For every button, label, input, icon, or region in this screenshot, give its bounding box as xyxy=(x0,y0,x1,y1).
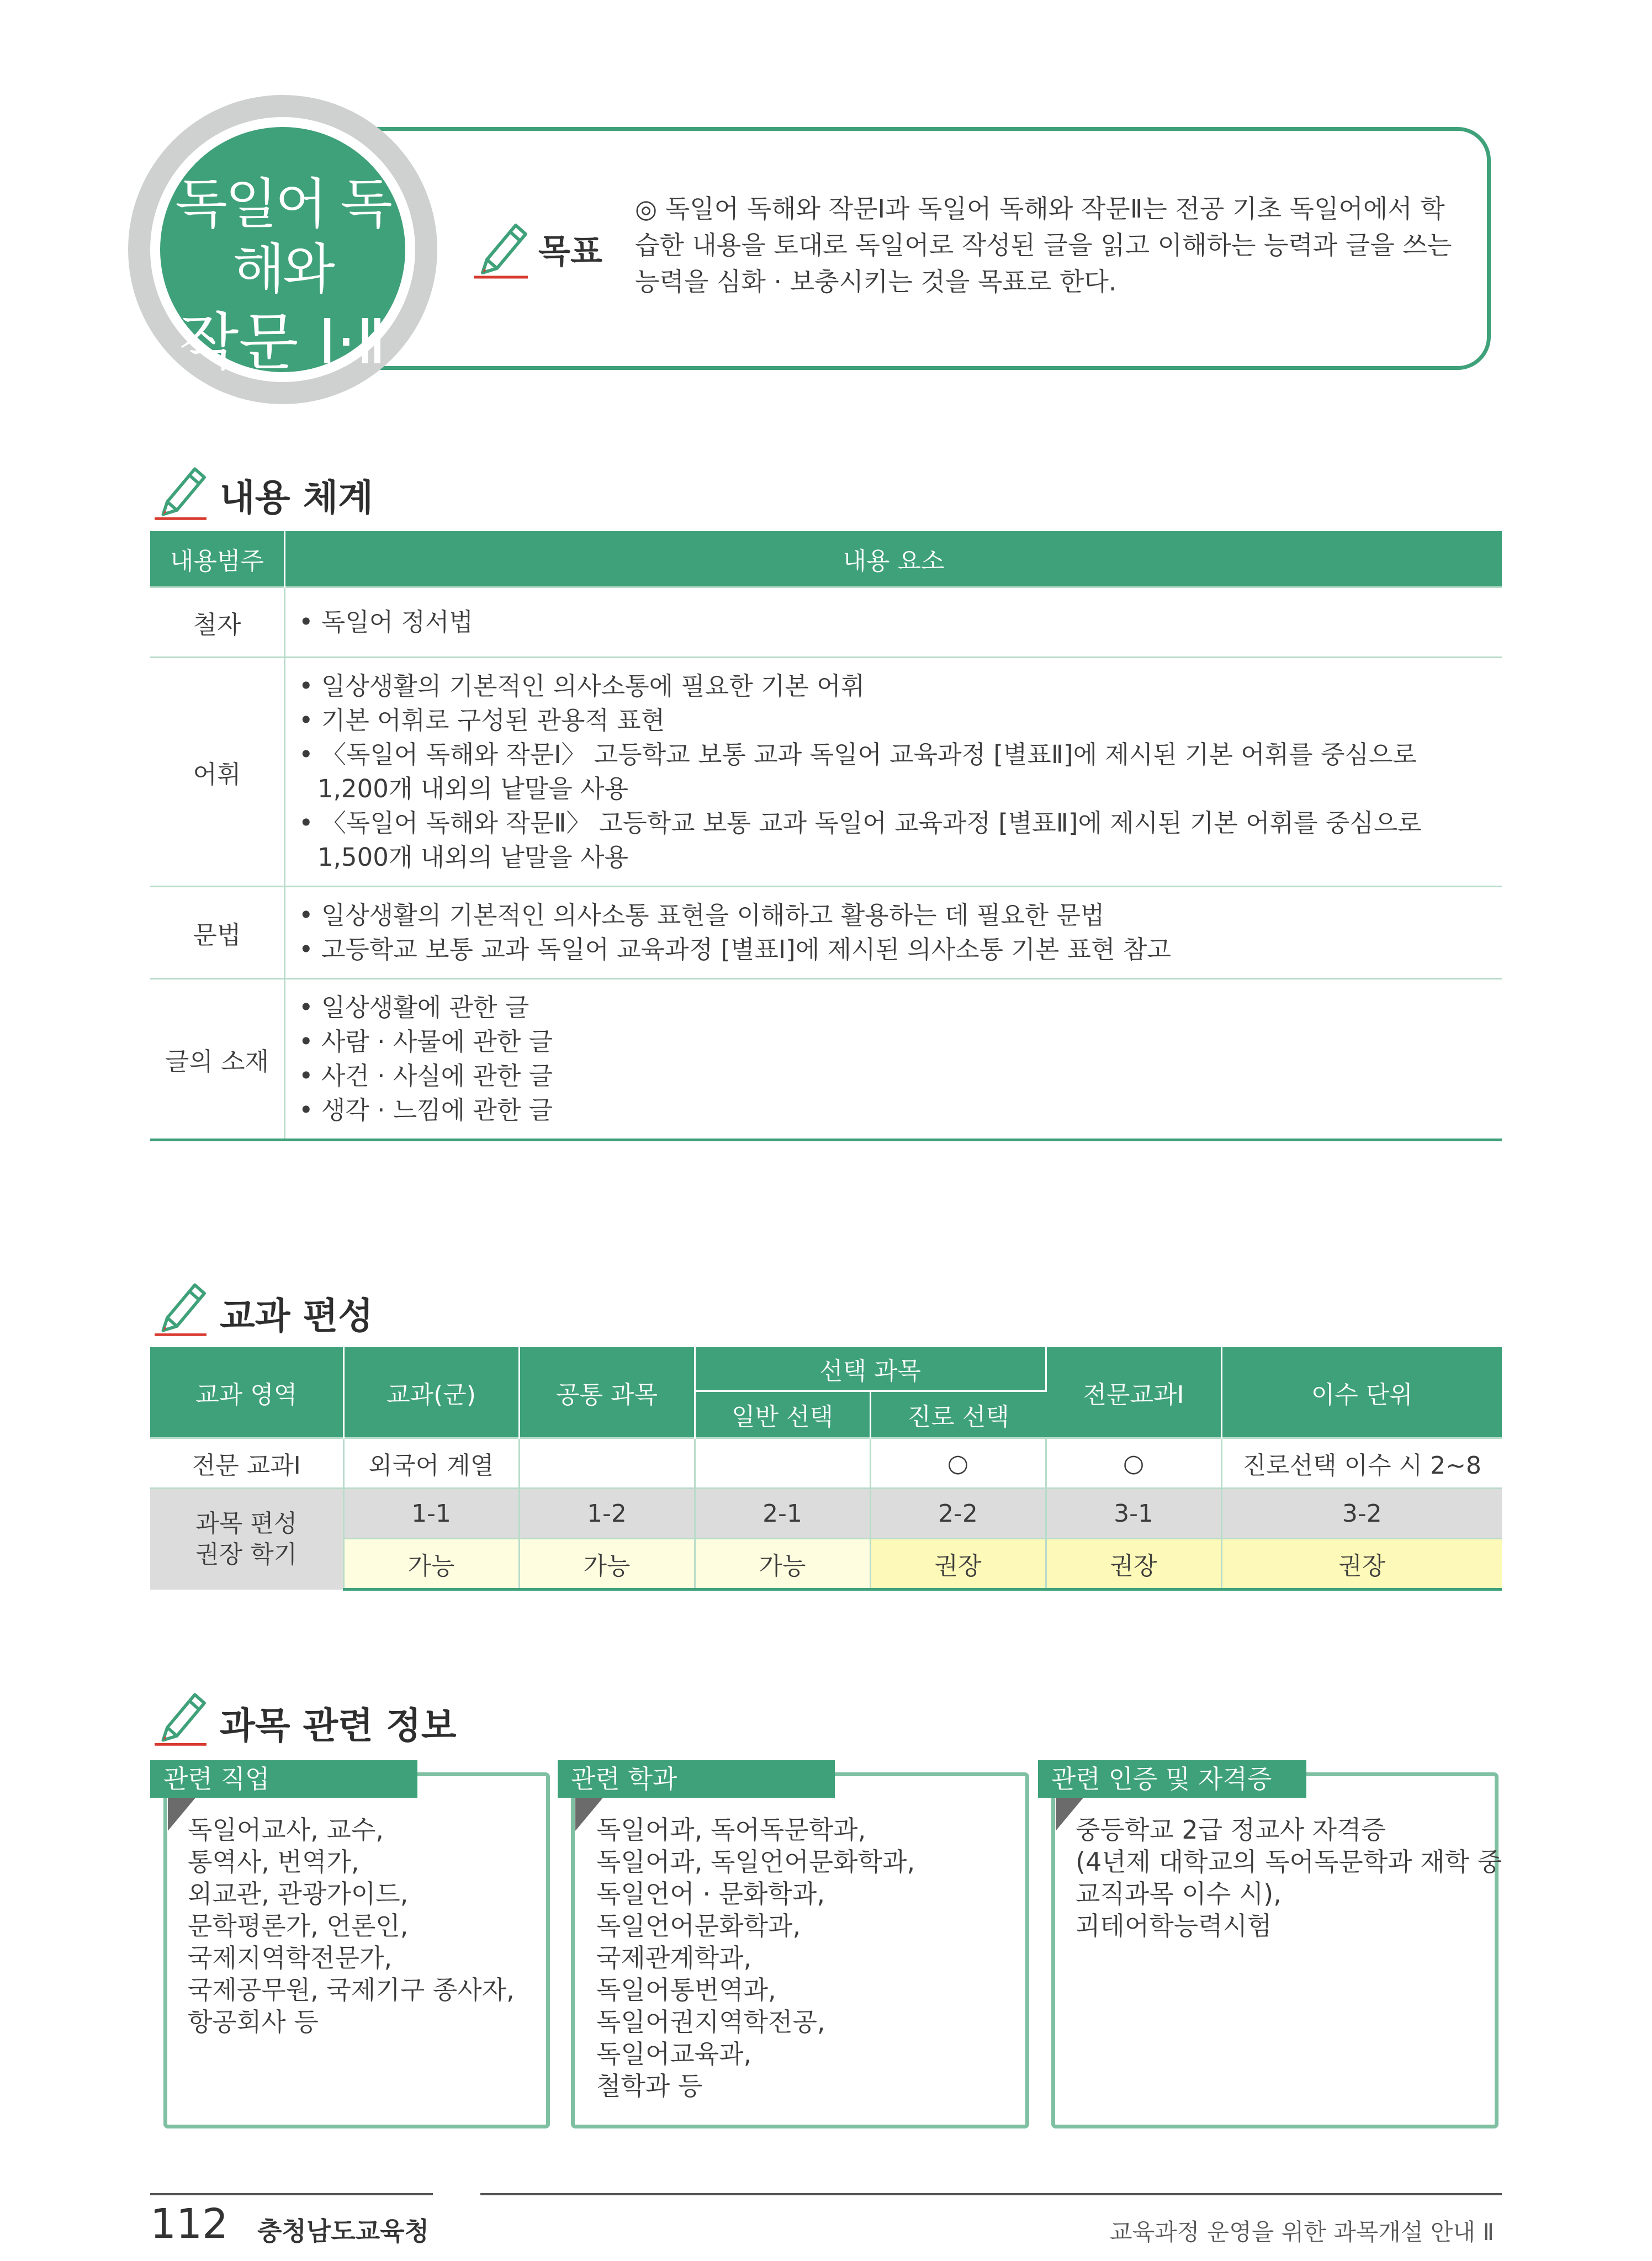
list-item: (4년제 대학교의 독어독문학과 재학 중 xyxy=(1076,1847,1502,1877)
list-item: 국제지역학전문가, xyxy=(188,1943,393,1973)
content-cell xyxy=(285,979,1502,1140)
semester-cell: 1-2 xyxy=(519,1489,695,1539)
table-cell: ○ xyxy=(870,1438,1046,1489)
footer-divider xyxy=(150,2193,433,2195)
status-cell: 가능 xyxy=(343,1539,519,1590)
list-item: • 사건 · 사실에 관한 글 xyxy=(299,1061,553,1090)
table-row xyxy=(150,1489,1502,1539)
list-item: • 독일어 정서법 xyxy=(299,607,473,637)
list-item: 항공회사 등 xyxy=(188,2007,319,2037)
list-item: 중등학교 2급 정교사 자격증 xyxy=(1076,1815,1386,1845)
semester-label-cell xyxy=(150,1489,343,1590)
page-number: 112 xyxy=(150,2200,229,2248)
section-title-related: 과목 관련 정보 xyxy=(220,1704,457,1747)
table-row xyxy=(150,887,1502,979)
column-header: 내용 요소 xyxy=(285,531,1502,587)
list-item: 문학평론가, 언론인, xyxy=(188,1911,409,1941)
status-cell: 가능 xyxy=(695,1539,870,1590)
table-header-row xyxy=(150,531,1502,587)
organization-name: 충청남도교육청 xyxy=(257,2216,430,2246)
list-item: 독일어권지역학전공, xyxy=(596,2007,825,2037)
table-row xyxy=(150,658,1502,887)
document-title: 교육과정 운영을 위한 과목개설 안내 Ⅱ xyxy=(1110,2218,1495,2246)
footer-divider xyxy=(480,2193,1502,2195)
status-cell: 권장 xyxy=(870,1539,1046,1590)
column-header: 진로 선택 xyxy=(870,1391,1046,1438)
related-certificates-list xyxy=(1076,1814,1502,1942)
status-cell: 가능 xyxy=(519,1539,695,1590)
list-item: 독일어과, 독어독문학과, xyxy=(596,1815,866,1845)
table-row xyxy=(150,1438,1502,1489)
subject-title-line1: 독일어 독해와 xyxy=(175,173,390,301)
semester-cell: 1-1 xyxy=(343,1489,519,1539)
list-item: • 〈독일어 독해와 작문Ⅱ〉 고등학교 보통 교과 독일어 교육과정 [별표Ⅱ]에 제시된 기본 어휘를 중심으로 1,500개 내외의 낱말을 사용 xyxy=(299,808,1422,872)
table-cell: 진로선택 이수 시 2~8 xyxy=(1221,1438,1502,1489)
semester-label-1: 과목 편성 xyxy=(195,1509,298,1538)
list-item: 국제공무원, 국제기구 종사자, xyxy=(188,1975,515,2005)
pencil-icon xyxy=(470,215,531,282)
goal-text: ◎ 독일어 독해와 작문Ⅰ과 독일어 독해와 작문Ⅱ는 전공 기초 독일어에서 학습한 내용을 토대로 독일어로 작성된 글을 읽고 이해하는 능력과 글을 쓰는 능력을 심화 · 보충시키는 것을 목표로 한다. xyxy=(635,194,1452,296)
list-item: 독일어교사, 교수, xyxy=(188,1815,384,1845)
related-jobs-tab: 관련 직업 xyxy=(150,1760,417,1798)
table-header-row xyxy=(150,1347,1502,1391)
subject-title xyxy=(166,172,400,380)
list-item: • 일상생활에 관한 글 xyxy=(299,993,530,1022)
list-item: • 사람 · 사물에 관한 글 xyxy=(299,1027,553,1056)
category-cell: 문법 xyxy=(150,887,285,979)
semester-cell: 2-2 xyxy=(870,1489,1046,1539)
list-item: 독일어교육과, xyxy=(596,2039,752,2069)
table-row xyxy=(150,587,1502,658)
table-cell xyxy=(519,1438,695,1489)
column-header: 전문교과Ⅰ xyxy=(1046,1347,1221,1438)
goal-label: 목표 xyxy=(538,232,602,271)
column-header: 공통 과목 xyxy=(519,1347,695,1438)
status-cell: 권장 xyxy=(1221,1539,1502,1590)
status-cell: 권장 xyxy=(1046,1539,1221,1590)
related-majors-tab: 관련 학과 xyxy=(558,1760,835,1798)
related-jobs-list xyxy=(188,1814,515,2038)
list-item: • 일상생활의 기본적인 의사소통에 필요한 기본 어휘 xyxy=(299,671,865,701)
subject-title-line2: 작문 Ⅰ·Ⅱ xyxy=(179,306,386,379)
semester-cell: 3-1 xyxy=(1046,1489,1221,1539)
column-header: 이수 단위 xyxy=(1221,1347,1502,1438)
list-item: 국제관계학과, xyxy=(596,1943,752,1973)
content-cell xyxy=(285,587,1502,658)
pencil-icon xyxy=(150,1685,211,1749)
list-item: • 고등학교 보통 교과 독일어 교육과정 [별표Ⅰ]에 제시된 의사소통 기본 표현 참고 xyxy=(299,935,1171,964)
pencil-icon xyxy=(150,459,211,523)
table-row xyxy=(150,1539,1502,1590)
content-table xyxy=(150,531,1502,1141)
column-header: 교과 영역 xyxy=(150,1347,343,1438)
table-row xyxy=(150,979,1502,1140)
list-item: • 기본 어휘로 구성된 관용적 표현 xyxy=(299,706,665,735)
semester-cell: 3-2 xyxy=(1221,1489,1502,1539)
column-header: 교과(군) xyxy=(343,1347,519,1438)
list-item: 철학과 등 xyxy=(596,2071,703,2101)
list-item: 독일어통번역과, xyxy=(596,1975,776,2005)
list-item: • 일상생활의 기본적인 의사소통 표현을 이해하고 활용하는 데 필요한 문법 xyxy=(299,901,1105,930)
list-item: 외교관, 관광가이드, xyxy=(188,1879,409,1909)
category-cell: 어휘 xyxy=(150,658,285,887)
semester-cell: 2-1 xyxy=(695,1489,870,1539)
table-cell: 전문 교과Ⅰ xyxy=(150,1438,343,1489)
related-majors-list xyxy=(596,1814,915,2102)
curriculum-table xyxy=(150,1347,1502,1591)
list-item: 통역사, 번역가, xyxy=(188,1847,359,1877)
column-header: 선택 과목 xyxy=(695,1347,1046,1391)
section-title-curriculum: 교과 편성 xyxy=(220,1295,374,1337)
table-cell: ○ xyxy=(1046,1438,1221,1489)
content-cell xyxy=(285,887,1502,979)
pencil-icon xyxy=(150,1275,211,1339)
semester-label-2: 권장 학기 xyxy=(195,1540,298,1569)
list-item: 괴테어학능력시험 xyxy=(1076,1911,1272,1941)
list-item: 독일언어 · 문화학과, xyxy=(596,1879,825,1909)
list-item: 교직과목 이수 시), xyxy=(1076,1879,1282,1909)
list-item: • 〈독일어 독해와 작문Ⅰ〉 고등학교 보통 교과 독일어 교육과정 [별표Ⅱ]에 제시된 기본 어휘를 중심으로 1,200개 내외의 낱말을 사용 xyxy=(299,740,1417,803)
content-cell xyxy=(285,658,1502,887)
table-cell: 외국어 계열 xyxy=(343,1438,519,1489)
list-item: 독일어과, 독일언어문화학과, xyxy=(596,1847,915,1877)
category-cell: 글의 소재 xyxy=(150,979,285,1140)
table-cell xyxy=(695,1438,870,1489)
related-certificates-tab: 관련 인증 및 자격증 xyxy=(1038,1760,1306,1798)
section-title-content: 내용 체계 xyxy=(220,476,374,519)
list-item: 독일언어문화학과, xyxy=(596,1911,801,1941)
category-cell: 철자 xyxy=(150,587,285,658)
list-item: • 생각 · 느낌에 관한 글 xyxy=(299,1095,553,1125)
column-header: 내용범주 xyxy=(150,531,285,587)
column-header: 일반 선택 xyxy=(695,1391,870,1438)
